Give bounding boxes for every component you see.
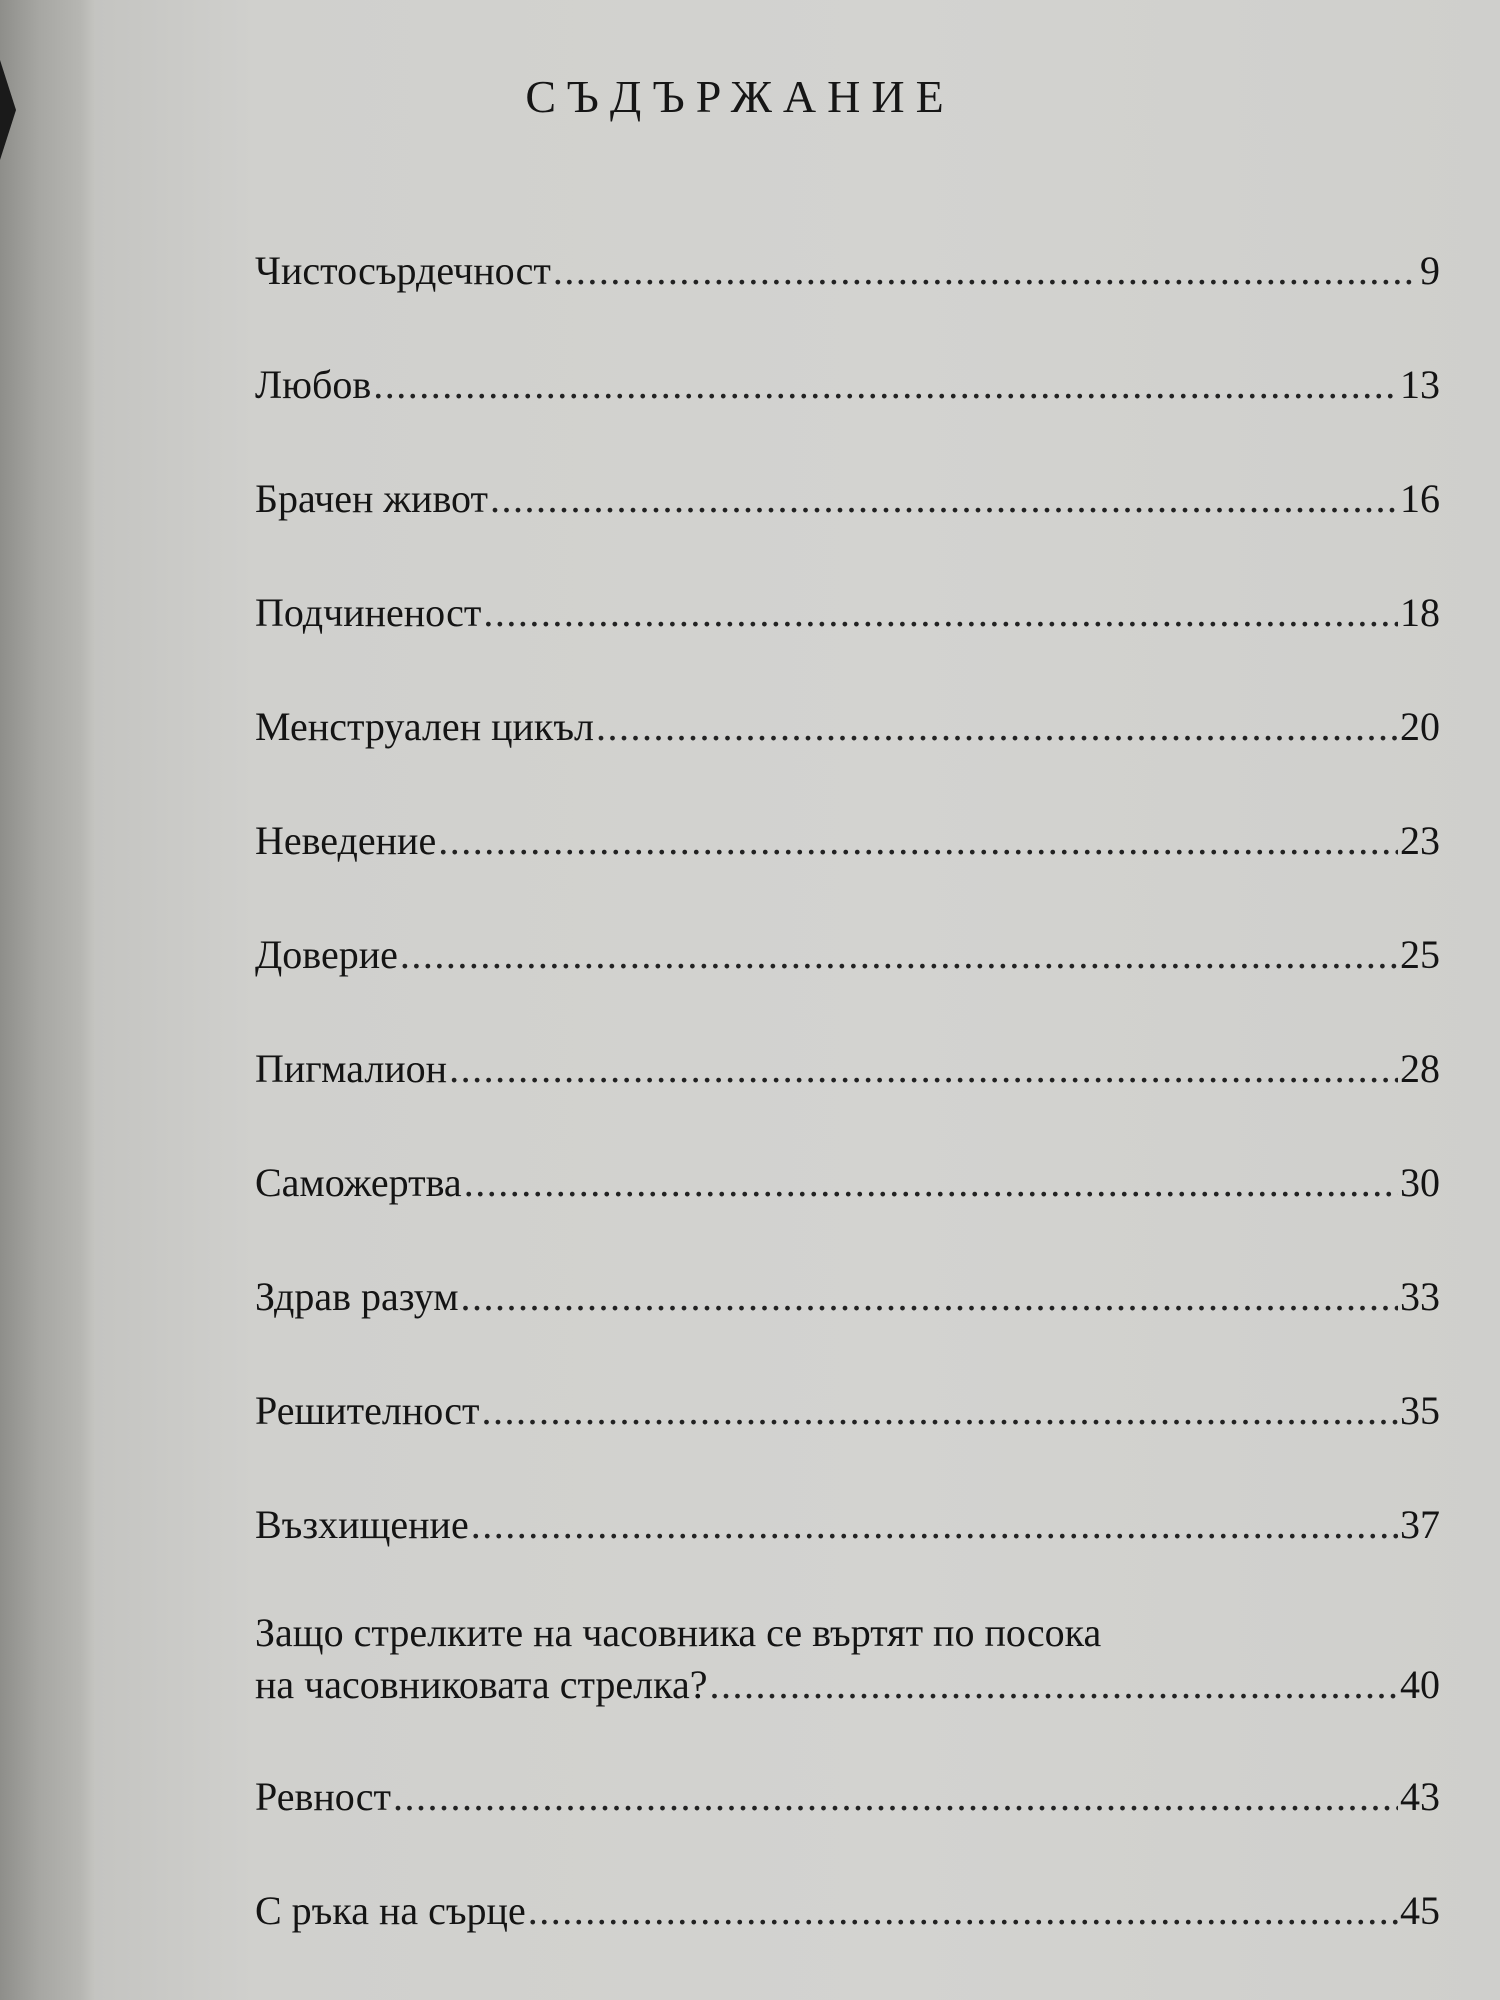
toc-entry-page: 16 [1400,476,1440,521]
dot-leader [449,1043,1398,1095]
toc-entry [255,1885,1440,1937]
toc-entry-page: 13 [1400,362,1440,407]
toc-entry-page: 25 [1400,932,1440,977]
dot-leader [490,473,1398,525]
toc-entry-page: 35 [1400,1388,1440,1433]
toc-entry-title-line-1: Защо стрелките на часовника се въртят по посока [255,1610,1102,1655]
toc-entry [255,359,1440,411]
dot-leader [438,815,1398,867]
toc-entry-page: 20 [1400,704,1440,749]
dot-leader [471,1499,1398,1551]
toc-entry-title: Подчиненост [255,590,482,635]
toc-entry [255,473,1440,525]
dot-leader [709,1659,1398,1711]
toc-entry-title: Менструален цикъл [255,704,594,749]
toc-entry-title: С ръка на сърце [255,1888,526,1933]
toc-entry-title: Неведение [255,818,437,863]
dot-leader [373,359,1398,411]
toc-entry-title: Ревност [255,1774,391,1819]
toc-entry-page: 9 [1420,248,1440,293]
dot-leader [461,1271,1398,1323]
page-title: СЪДЪРЖАНИЕ [525,71,955,122]
toc-entry-title: Възхищение [255,1502,469,1547]
toc-entry [255,815,1440,867]
toc-entry-page: 18 [1400,590,1440,635]
dot-leader [393,1771,1398,1823]
toc-entry-title: Здрав разум [255,1274,459,1319]
toc-entry-title: Пигмалион [255,1046,448,1091]
toc-entry-page: 45 [1400,1888,1440,1933]
toc-entry-title: Любов [255,362,372,407]
dot-leader [482,1385,1398,1437]
toc-entry-page: 37 [1400,1502,1440,1547]
toc-entry [255,1157,1440,1209]
toc-entry-title: Саможертва [255,1160,462,1205]
book-spine-shadow [0,0,95,2000]
dot-leader [553,245,1418,297]
toc-entry [255,929,1440,981]
toc-entry-page: 30 [1400,1160,1440,1205]
dot-leader [464,1157,1398,1209]
dot-leader [596,701,1398,753]
toc-entry [255,1499,1440,1551]
book-page [95,0,1500,2000]
toc-entry-page: 33 [1400,1274,1440,1319]
toc-entry-page: 40 [1400,1662,1440,1707]
toc-entry-page: 28 [1400,1046,1440,1091]
toc-entry [255,245,1440,297]
toc-entry [255,1385,1440,1437]
dot-leader [483,587,1398,639]
toc-entry [255,587,1440,639]
page-corner-mark [0,60,16,160]
dot-leader [528,1885,1398,1937]
toc-entry-title: Доверие [255,932,398,977]
toc-entry-title: Чистосърдечност [255,248,551,293]
toc-entry [255,1607,1440,1711]
toc-entry-title: Решителност [255,1388,480,1433]
toc-entry [255,1771,1440,1823]
toc-entry [255,1271,1440,1323]
toc-entry-title-line-2: на часовниковата стрелка? [255,1662,708,1707]
toc-entry-page: 23 [1400,818,1440,863]
toc-entry-page: 43 [1400,1774,1440,1819]
dot-leader [400,929,1398,981]
toc-entry [255,1043,1440,1095]
toc-entry-title: Брачен живот [255,476,489,521]
toc-entry [255,701,1440,753]
